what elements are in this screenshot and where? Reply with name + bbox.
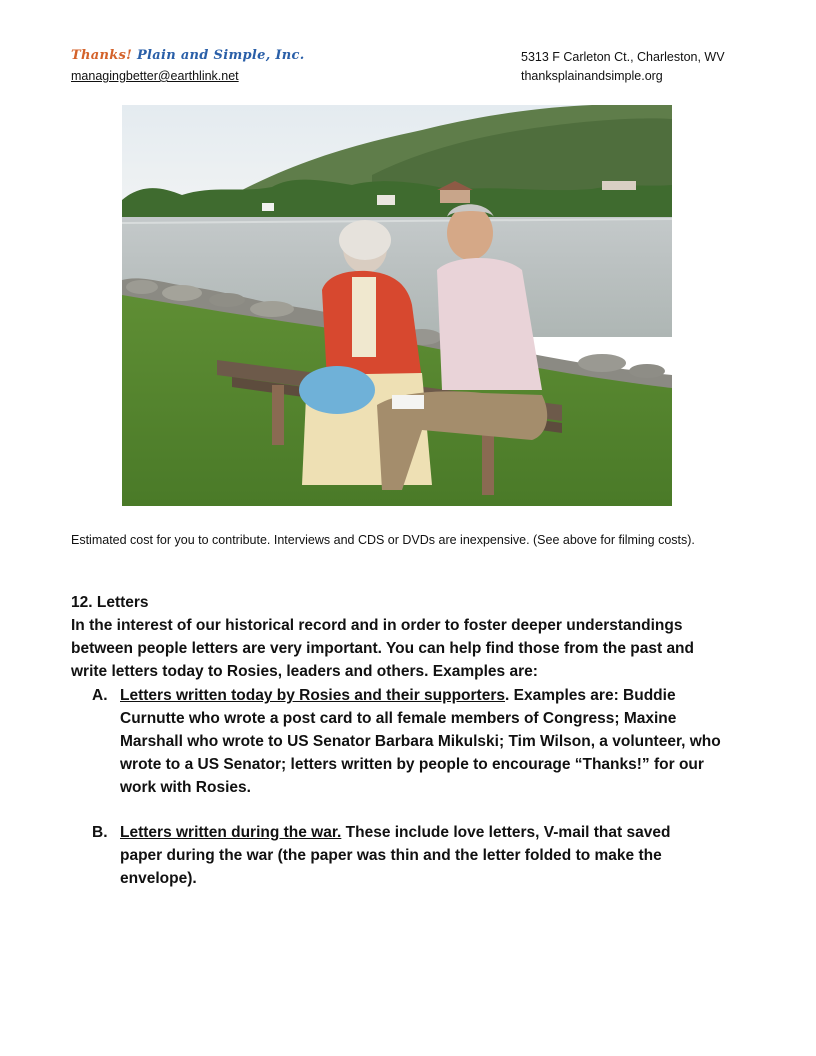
intro-line: In the interest of our historical record and in order to foster deeper understandings — [71, 617, 683, 634]
photo-caption: Estimated cost for you to contribute. Interviews and CDS or DVDs are inexpensive. (See above for filming costs). — [71, 533, 695, 547]
item-line: envelope). — [120, 870, 197, 887]
item-line: Curnutte who wrote a post card to all female members of Congress; Maxine — [120, 710, 677, 727]
item-first-line — [120, 684, 760, 707]
item-first-rest: . Examples are: Buddie — [505, 687, 676, 704]
email-link[interactable]: managingbetter@earthlink.net — [71, 69, 239, 83]
item-line: work with Rosies. — [120, 779, 251, 796]
photo-bench-by-river — [122, 105, 672, 506]
address-text: 5313 F Carleton Ct., Charleston, WV — [521, 50, 725, 64]
intro-line: between people letters are very important. You can help find those from the past and — [71, 640, 694, 657]
section-intro — [71, 614, 751, 683]
intro-line: write letters today to Rosies, leaders and others. Examples are: — [71, 663, 538, 680]
section-title: 12. Letters — [71, 594, 149, 611]
list-marker: B. — [92, 824, 108, 841]
item-line: paper during the war (the paper was thin and the letter folded to make the — [120, 847, 662, 864]
item-heading: Letters written during the war. — [120, 824, 342, 841]
item-heading: Letters written today by Rosies and their supporters — [120, 687, 505, 704]
item-first-rest: These include love letters, V-mail that saved — [341, 824, 671, 841]
item-line: Marshall who wrote to US Senator Barbara Mikulski; Tim Wilson, a volunteer, who — [120, 733, 721, 750]
photo-illustration — [122, 105, 672, 506]
item-first-line — [120, 821, 760, 844]
logo-part-name: Plain and Simple, Inc. — [136, 48, 305, 63]
organization-logo — [71, 48, 305, 63]
list-marker: A. — [92, 687, 108, 704]
item-line: wrote to a US Senator; letters written by people to encourage “Thanks!” for our — [120, 756, 704, 773]
logo-part-thanks: Thanks! — [71, 48, 133, 63]
website-text: thanksplainandsimple.org — [521, 69, 663, 83]
